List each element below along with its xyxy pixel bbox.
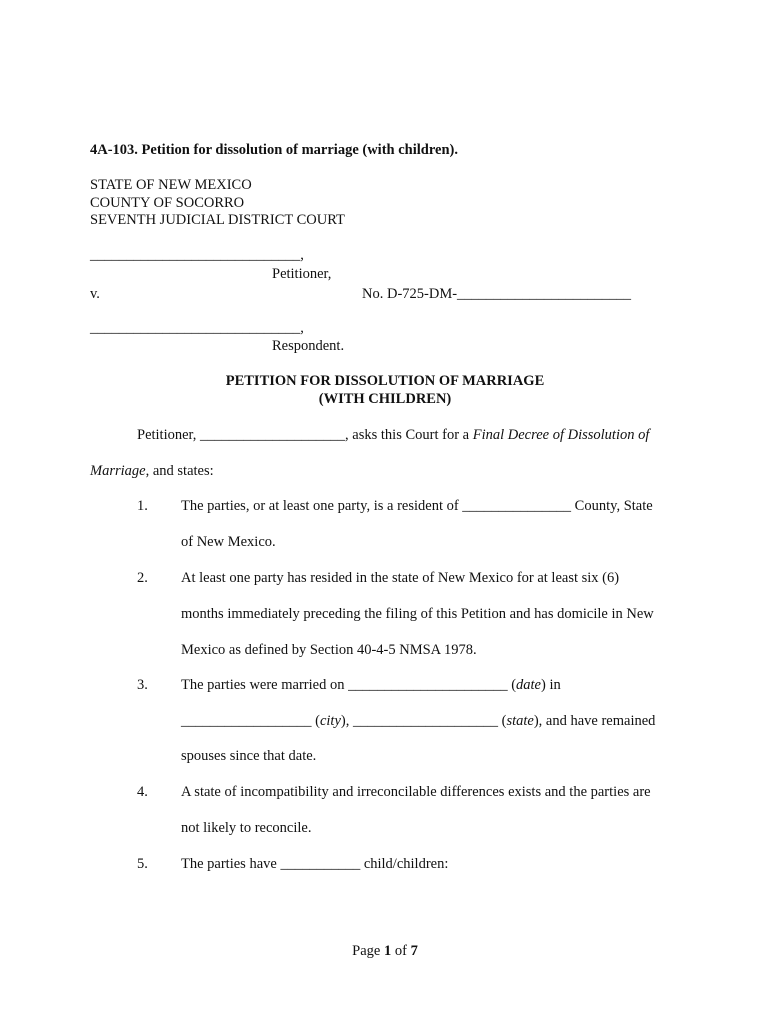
item-3-line-1 [181, 677, 561, 694]
versus-label: v. [90, 286, 100, 302]
item-3-line-2 [181, 713, 655, 730]
item-3-in-text: ) in [541, 677, 561, 693]
item-1-line-2: of New Mexico. [181, 534, 276, 550]
page-word: Page [352, 943, 384, 959]
page-current: 1 [383, 943, 392, 959]
item-2-line-2: months immediately preceding the filing of this Petition and has domicile in New [181, 606, 654, 622]
state-blank: ), ____________________ ( [340, 713, 507, 729]
intro-decree-italic: Final Decree of Dissolution of [472, 427, 650, 443]
intro-marriage-italic: Marriage [90, 463, 146, 479]
petition-subheading: (WITH CHILDREN) [318, 391, 452, 407]
item-3-remained-text: ), and have remained [533, 713, 656, 729]
city-italic: city [319, 713, 341, 729]
intro-line-2 [90, 463, 214, 480]
state-italic: state [506, 713, 534, 729]
court-county: COUNTY OF SOCORRO [90, 195, 245, 211]
item-4-line-2: not likely to reconcile. [181, 820, 312, 836]
item-number: 3. [137, 677, 148, 693]
item-2-line-1: At least one party has resided in the state of New Mexico for at least six (6) [181, 570, 620, 586]
page-total: 7 [410, 943, 418, 959]
item-number: 2. [137, 570, 148, 586]
date-italic: date [516, 677, 541, 693]
petition-heading: PETITION FOR DISSOLUTION OF MARRIAGE [225, 373, 545, 389]
item-number: 4. [137, 784, 148, 800]
page-footer [0, 943, 770, 960]
item-4-line-1: A state of incompatibility and irreconcilable differences exists and the parties are [181, 784, 651, 800]
case-number-field[interactable]: No. D-725-DM-________________________ [362, 286, 632, 302]
respondent-name-blank[interactable]: _____________________________, [90, 320, 304, 336]
petitioner-name-blank[interactable]: _____________________________, [90, 247, 304, 263]
item-number: 5. [137, 856, 148, 872]
item-1-line-1: The parties, or at least one party, is a resident of _______________ County, State [181, 498, 653, 514]
form-title: 4A-103. Petition for dissolution of marriage (with children). [90, 142, 458, 158]
item-3-line-3: spouses since that date. [181, 748, 317, 764]
item-5-line-1: The parties have ___________ child/children: [181, 856, 449, 872]
intro-line-1 [137, 427, 649, 444]
court-state: STATE OF NEW MEXICO [90, 177, 252, 193]
item-3-married-text: The parties were married on ______________________ ( [181, 677, 517, 693]
petitioner-label: Petitioner, [272, 266, 332, 282]
court-district: SEVENTH JUDICIAL DISTRICT COURT [90, 212, 345, 228]
intro-states: , and states: [145, 463, 214, 479]
respondent-label: Respondent. [272, 338, 345, 354]
item-number: 1. [137, 498, 148, 514]
intro-text: Petitioner, ____________________, asks this Court for a [137, 427, 473, 443]
page-of: of [391, 943, 411, 959]
city-blank: __________________ ( [181, 713, 320, 729]
item-2-line-3: Mexico as defined by Section 40-4-5 NMSA 1978. [181, 642, 477, 658]
